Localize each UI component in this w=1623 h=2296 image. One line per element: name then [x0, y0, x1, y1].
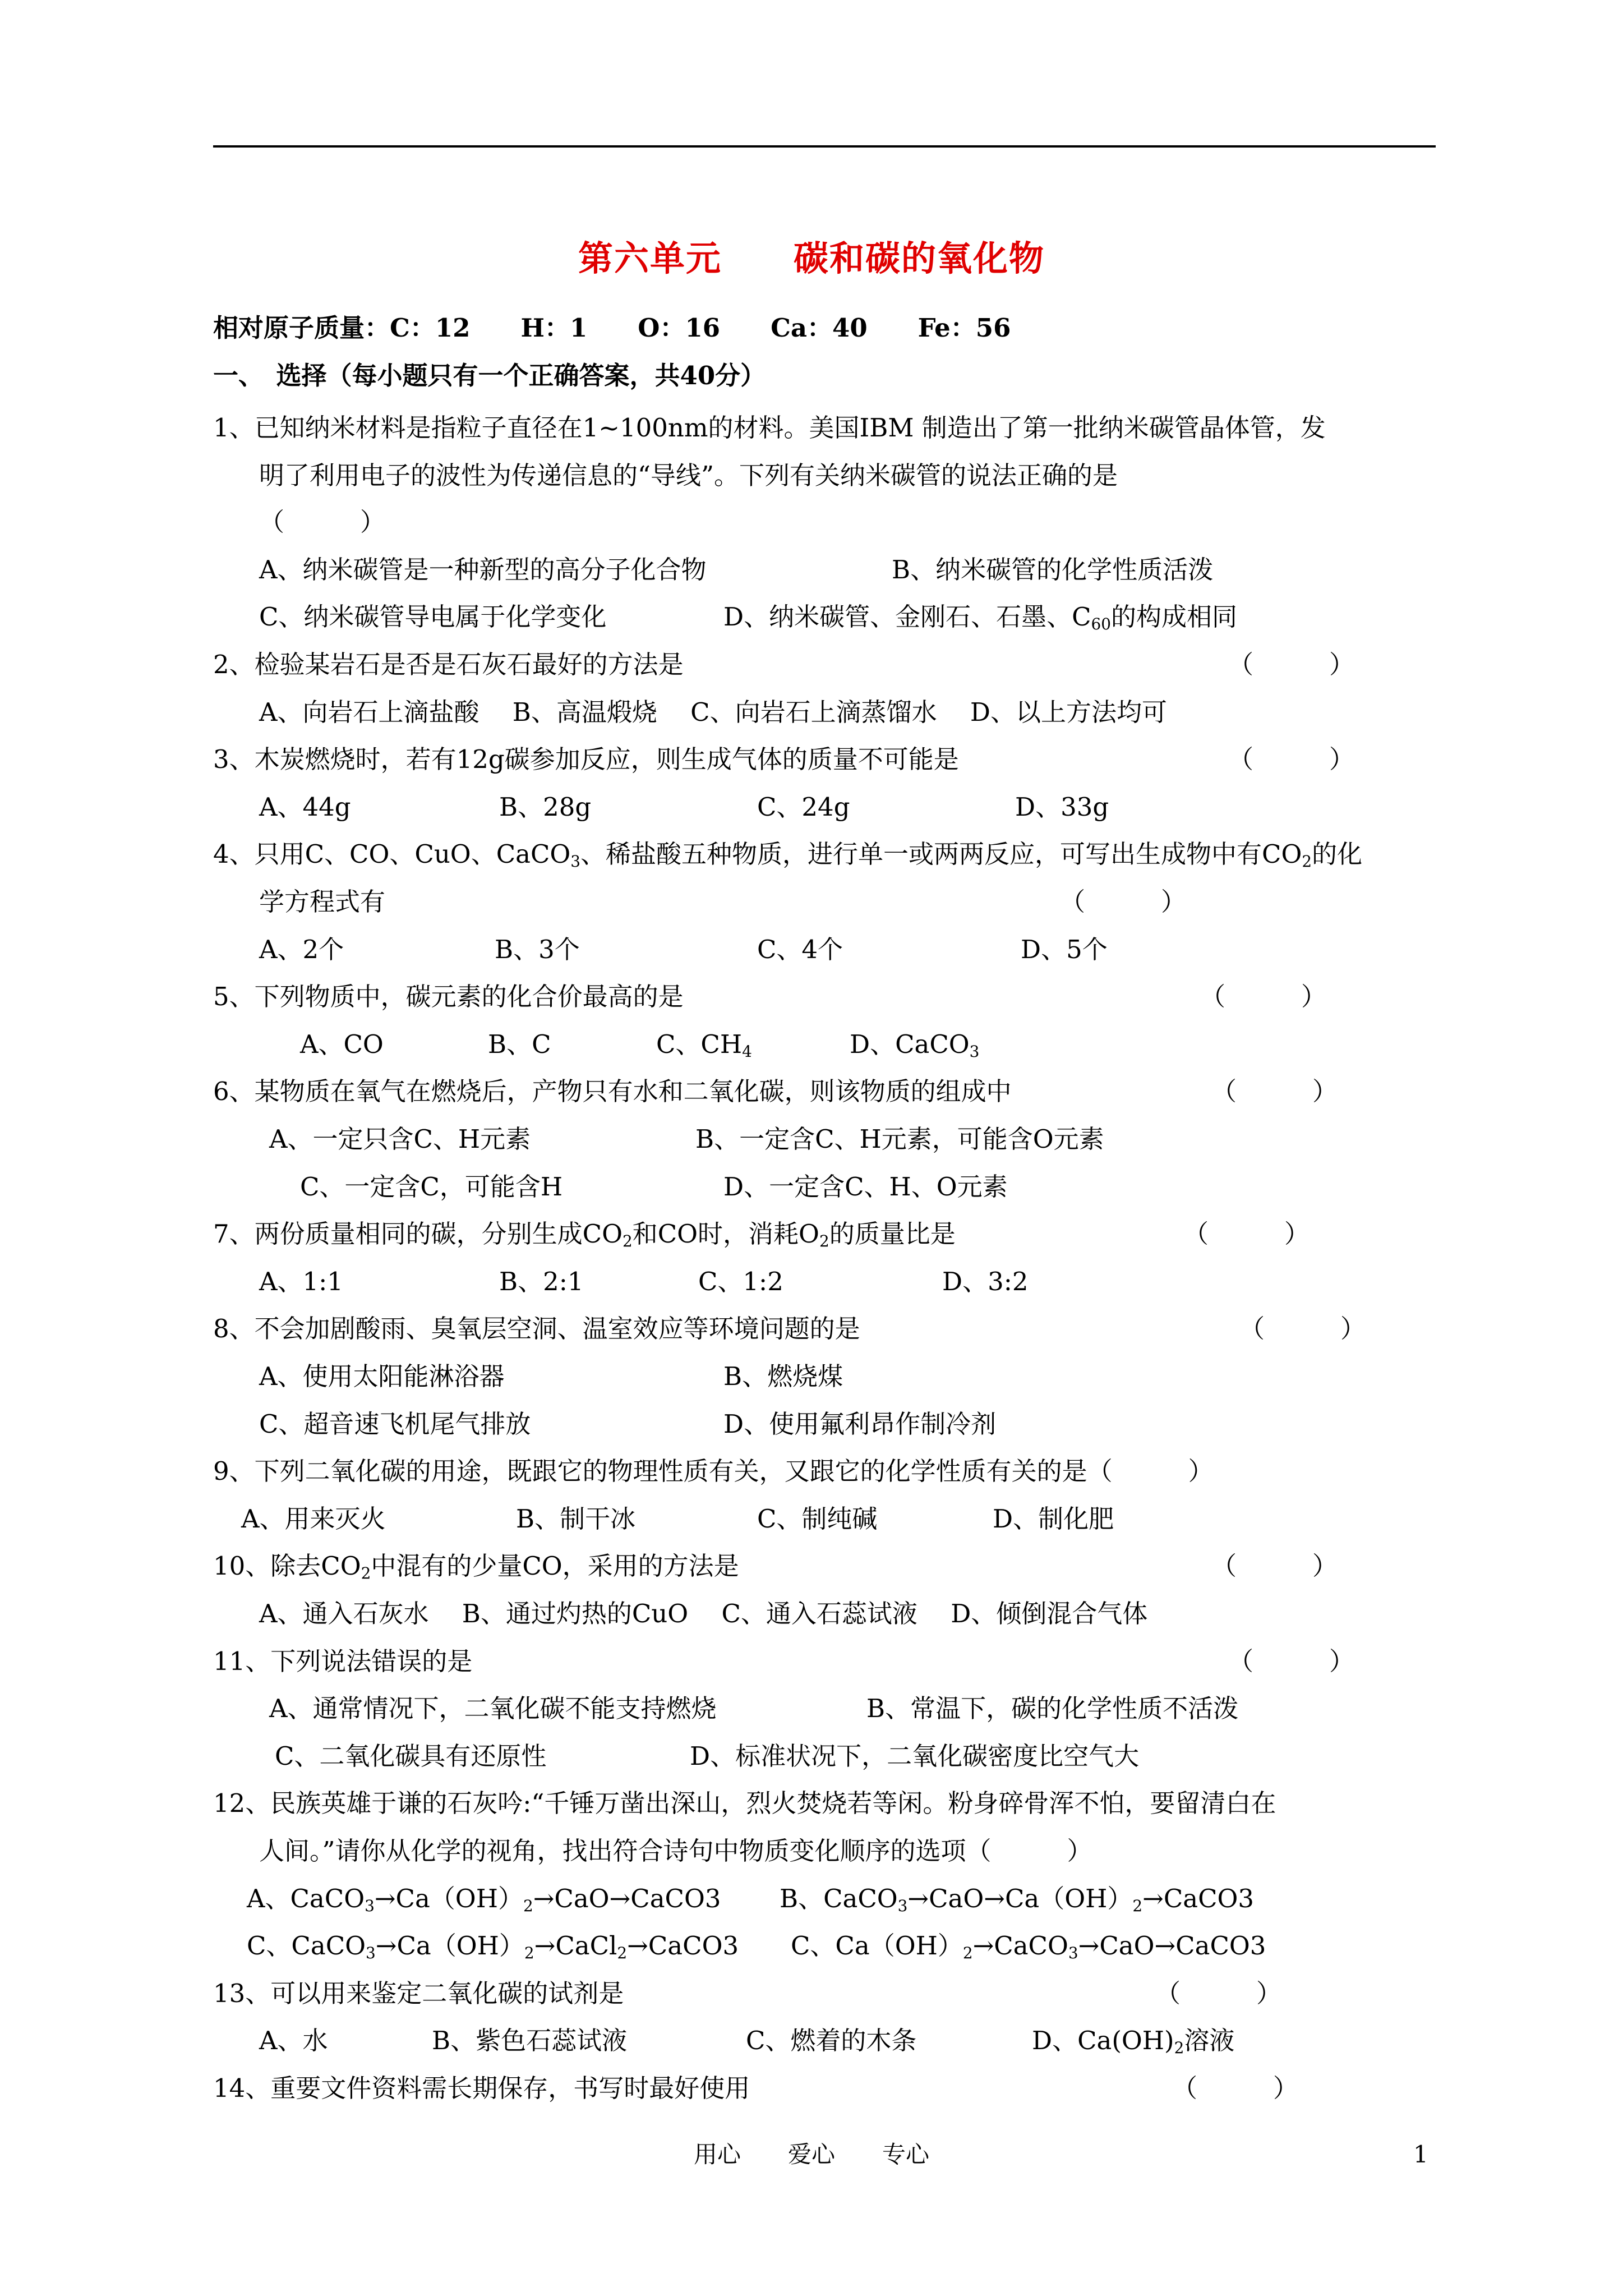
text-run: 3、木炭燃烧时，若有12g碳参加反应，则生成气体的质量不可能是 — [213, 744, 959, 774]
text-line — [1239, 1316, 1366, 1341]
text-run: A、CaCO — [247, 1884, 365, 1913]
text-run: A、CO — [300, 1029, 384, 1059]
text-line — [259, 794, 351, 820]
text-line — [723, 1172, 1008, 1202]
text-line — [213, 1646, 473, 1676]
text-line — [866, 1696, 1238, 1721]
text-run: B、28g — [499, 792, 592, 822]
text-run: 5、下列物质中，碳元素的化合价最高的是 — [213, 982, 684, 1011]
text-run: A、2个 — [259, 935, 344, 964]
text-run: D、CaCO — [850, 1029, 970, 1059]
text-line — [213, 1788, 1276, 1818]
text-line — [259, 463, 1118, 488]
subscript: 60 — [1091, 614, 1112, 633]
text-run: A、纳米碳管是一种新型的高分子化合物 — [259, 555, 707, 585]
text-run: A、一定只含C、H元素 — [269, 1124, 531, 1154]
text-run: D、Ca(OH) — [1032, 2026, 1174, 2055]
subscript: 2 — [1174, 2038, 1184, 2057]
text-run: 学方程式有 — [259, 887, 386, 917]
text-run: （ ） — [1228, 650, 1355, 679]
text-run: D、3:2 — [942, 1267, 1029, 1296]
text-line — [1211, 1076, 1338, 1106]
text-line — [432, 2028, 627, 2053]
text-line — [656, 1029, 752, 1061]
text-run: 中混有的少量CO，采用的方法是 — [371, 1551, 739, 1581]
text-line — [1200, 984, 1326, 1009]
text-line — [213, 839, 1363, 871]
text-line — [269, 1126, 531, 1152]
text-line — [213, 1219, 956, 1250]
text-run: 8、不会加剧酸雨、臭氧层空洞、温室效应等环境问题的是 — [213, 1314, 860, 1343]
text-line — [213, 2073, 750, 2103]
text-run: →Ca（OH） — [375, 1931, 524, 1961]
text-run: B、制干冰 — [516, 1504, 636, 1534]
text-line — [259, 2028, 328, 2053]
text-line — [259, 1838, 1092, 1864]
text-run: C、一定含C，可能含H — [300, 1172, 563, 1202]
text-line — [698, 1269, 783, 1294]
text-run: B、2:1 — [499, 1267, 584, 1296]
text-line — [723, 602, 1238, 633]
subscript: 2 — [1132, 1896, 1143, 1915]
text-run: C、1:2 — [698, 1267, 783, 1296]
text-run: D、使用氟利昂作制冷剂 — [723, 1409, 997, 1439]
text-line — [259, 1601, 1147, 1626]
text-line — [757, 1504, 878, 1534]
text-run: （ ） — [1200, 982, 1327, 1011]
subscript: 2 — [962, 1943, 973, 1962]
text-line — [259, 1361, 505, 1391]
text-run: B、纳米碳管的化学性质活泼 — [892, 555, 1214, 585]
text-run: D、一定含C、H、O元素 — [723, 1172, 1008, 1202]
text-run: A、通常情况下，二氧化碳不能支持燃烧 — [269, 1694, 717, 1723]
text-run: （ ） — [1228, 744, 1355, 774]
text-run: →CaO→Ca（OH） — [907, 1884, 1133, 1913]
text-run: B、紫色石蕊试液 — [432, 2026, 628, 2055]
text-line — [723, 1361, 843, 1391]
text-run: B、一定含C、H元素，可能含O元素 — [695, 1124, 1104, 1154]
subscript: 2 — [361, 1563, 371, 1582]
text-run: →CaO→CaCO3 — [533, 1884, 721, 1913]
text-run: A、水 — [259, 2026, 328, 2055]
text-line — [690, 1743, 1139, 1769]
page-number: 1 — [1413, 2141, 1428, 2168]
text-line — [259, 887, 386, 917]
subscript: 3 — [897, 1896, 908, 1915]
subscript: 2 — [617, 1943, 628, 1962]
text-run: C、燃着的木条 — [746, 2026, 917, 2055]
subscript: 4 — [742, 1042, 752, 1061]
text-line — [1032, 2026, 1235, 2057]
text-run: A、向岩石上滴盐酸 B、高温煅烧 C、向岩石上滴蒸馏水 D、以上方法均可 — [259, 697, 1167, 727]
text-run: （ ） — [1172, 2073, 1299, 2103]
text-run: 9、下列二氧化碳的用途，既跟它的物理性质有关，又跟它的化学性质有关的是（ ） — [213, 1456, 1214, 1486]
text-line — [259, 697, 1167, 727]
subscript: 2 — [524, 1943, 534, 1962]
text-line — [1228, 744, 1355, 774]
text-line — [488, 1029, 551, 1059]
text-run: →CaCl — [534, 1931, 617, 1961]
text-run: （ ） — [1211, 1076, 1338, 1106]
text-line — [757, 794, 850, 820]
text-run: 7、两份质量相同的碳，分别生成CO — [213, 1219, 623, 1249]
text-run: 12、民族英雄于谦的石灰吟:“千锤万凿出深山，烈火焚烧若等闲。粉身碎骨浑不怕，要留清白在 — [213, 1788, 1276, 1818]
text-run: 明了利用电子的波性为传递信息的“导线”。下列有关纳米碳管的说法正确的是 — [259, 461, 1118, 490]
text-line — [269, 1696, 717, 1721]
text-run: 11、下列说法错误的是 — [213, 1646, 473, 1676]
text-run: 、稀盐酸五种物质，进行单一或两两反应，可写出生成物中有CO — [580, 839, 1302, 869]
text-run: B、CaCO — [780, 1884, 898, 1913]
text-run: C、Ca（OH） — [791, 1931, 963, 1961]
text-run: D、制化肥 — [993, 1504, 1114, 1534]
text-run: 6、某物质在氧气在燃烧后，产物只有水和二氧化碳，则该物质的组成中 — [213, 1076, 1012, 1106]
subscript: 3 — [1068, 1943, 1078, 1962]
text-line — [942, 1269, 1029, 1294]
footer-motto: 用心 爱心 专心 — [693, 2141, 929, 2168]
text-run: 人间。”请你从化学的视角，找出符合诗句中物质变化顺序的选项（ ） — [259, 1836, 1092, 1866]
text-line — [746, 2028, 916, 2053]
text-line — [1060, 887, 1187, 917]
text-run: C、二氧化碳具有还原性 — [275, 1741, 547, 1771]
text-line — [213, 744, 959, 774]
subscript: 3 — [969, 1042, 980, 1061]
text-run: 的质量比是 — [829, 1219, 956, 1249]
text-run: →Ca（OH） — [374, 1884, 523, 1913]
text-line — [300, 1029, 384, 1059]
text-run: 溶液 — [1184, 2026, 1235, 2055]
text-line — [1183, 1219, 1310, 1249]
text-run: C、24g — [757, 792, 850, 822]
subscript: 2 — [523, 1896, 533, 1915]
text-run: →CaCO — [972, 1931, 1068, 1961]
text-run: 13、可以用来鉴定二氧化碳的试剂是 — [213, 1978, 624, 2008]
subscript: 3 — [365, 1896, 375, 1915]
subscript: 3 — [366, 1943, 376, 1962]
text-run: A、44g — [259, 792, 351, 822]
text-line — [1228, 652, 1354, 677]
text-run: （ ） — [1183, 1219, 1310, 1249]
text-run: D、5个 — [1021, 935, 1108, 964]
text-run: 的化 — [1312, 839, 1363, 869]
text-run: →CaCO3 — [627, 1931, 739, 1961]
page-title: 第六单元 碳和碳的氧化物 — [578, 238, 1045, 279]
text-run: （ ） — [1228, 1646, 1355, 1676]
text-run: B、常温下，碳的化学性质不活泼 — [866, 1694, 1239, 1723]
text-line — [213, 413, 1326, 443]
text-line — [213, 1551, 739, 1582]
text-line — [499, 794, 591, 820]
text-run: →CaCO3 — [1142, 1884, 1255, 1913]
text-line — [259, 555, 707, 585]
text-run: 2、检验某岩石是否是石灰石最好的方法是 — [213, 650, 684, 679]
header-rule — [213, 145, 1436, 148]
subscript: 2 — [1302, 852, 1312, 871]
text-run: （ ） — [1211, 1551, 1338, 1581]
text-line — [213, 1458, 1214, 1484]
text-run: （ ） — [259, 507, 386, 537]
text-run: 4、只用C、CO、CuO、CaCO — [213, 839, 571, 869]
text-line — [247, 1931, 739, 1962]
text-run: A、通入石灰水 B、通过灼热的CuO C、通入石蕊试液 D、倾倒混合气体 — [259, 1599, 1148, 1628]
text-run: C、CaCO — [247, 1931, 366, 1961]
text-run: （ ） — [1155, 1978, 1282, 2008]
text-run: D、标准状况下，二氧化碳密度比空气大 — [690, 1741, 1140, 1771]
text-line — [241, 1504, 386, 1534]
text-line — [495, 937, 580, 962]
text-line — [259, 937, 344, 962]
text-run: 1、已知纳米材料是指粒子直径在1~100nm的材料。美国IBM 制造出了第一批纳米碳管晶体管，发 — [213, 413, 1326, 443]
text-line — [213, 652, 684, 677]
subscript: 2 — [819, 1231, 829, 1250]
text-line — [723, 1411, 996, 1437]
text-run: （ ） — [1239, 1314, 1366, 1343]
text-line — [259, 509, 385, 535]
text-run: 和CO时，消耗O — [632, 1219, 819, 1249]
text-line — [892, 555, 1214, 585]
text-line — [1211, 1553, 1338, 1579]
text-line — [1021, 937, 1108, 962]
text-line — [1155, 1978, 1282, 2008]
text-line — [213, 984, 684, 1009]
text-line — [259, 1411, 531, 1437]
text-run: A、用来灭火 — [241, 1504, 386, 1534]
text-run: C、制纯碱 — [757, 1504, 878, 1534]
text-line — [780, 1884, 1255, 1915]
text-line — [757, 937, 843, 962]
atomic-mass-line: 相对原子质量：C：12 H：1 O：16 Ca：40 Fe：56 — [213, 313, 1011, 343]
text-run: B、C — [488, 1029, 551, 1059]
text-run: C、纳米碳管导电属于化学变化 — [259, 602, 607, 632]
text-line — [213, 1978, 624, 2008]
text-line — [516, 1504, 636, 1534]
text-run: C、4个 — [757, 935, 843, 964]
text-line — [259, 1269, 343, 1294]
text-run: B、燃烧煤 — [723, 1361, 843, 1391]
text-line — [993, 1504, 1114, 1534]
text-run: 10、除去CO — [213, 1551, 361, 1581]
text-line — [850, 1029, 980, 1061]
text-line — [259, 602, 607, 632]
text-run: B、3个 — [495, 935, 580, 964]
text-line — [1015, 794, 1109, 820]
text-line — [300, 1172, 563, 1202]
text-line — [1228, 1646, 1355, 1676]
text-run: 的构成相同 — [1111, 602, 1238, 632]
text-run: （ ） — [1060, 887, 1187, 917]
text-line — [213, 1076, 1012, 1106]
text-run: C、超音速飞机尾气排放 — [259, 1409, 531, 1439]
text-line — [275, 1743, 546, 1769]
text-run: C、CH — [656, 1029, 743, 1059]
text-line — [499, 1269, 584, 1294]
text-run: →CaO→CaCO3 — [1078, 1931, 1266, 1961]
section-heading: 一、 选择（每小题只有一个正确答案，共40分） — [213, 361, 766, 390]
text-line — [247, 1884, 721, 1915]
text-run: A、使用太阳能淋浴器 — [259, 1361, 505, 1391]
text-run: D、33g — [1015, 792, 1109, 822]
text-line — [213, 1316, 860, 1341]
text-run: 14、重要文件资料需长期保存，书写时最好使用 — [213, 2073, 750, 2103]
text-run: D、纳米碳管、金刚石、石墨、C — [723, 602, 1091, 632]
subscript: 3 — [570, 852, 581, 871]
text-line — [695, 1126, 1104, 1152]
text-line — [791, 1931, 1266, 1962]
text-run: A、1:1 — [259, 1267, 343, 1296]
text-line — [1172, 2073, 1299, 2103]
subscript: 2 — [622, 1231, 633, 1250]
